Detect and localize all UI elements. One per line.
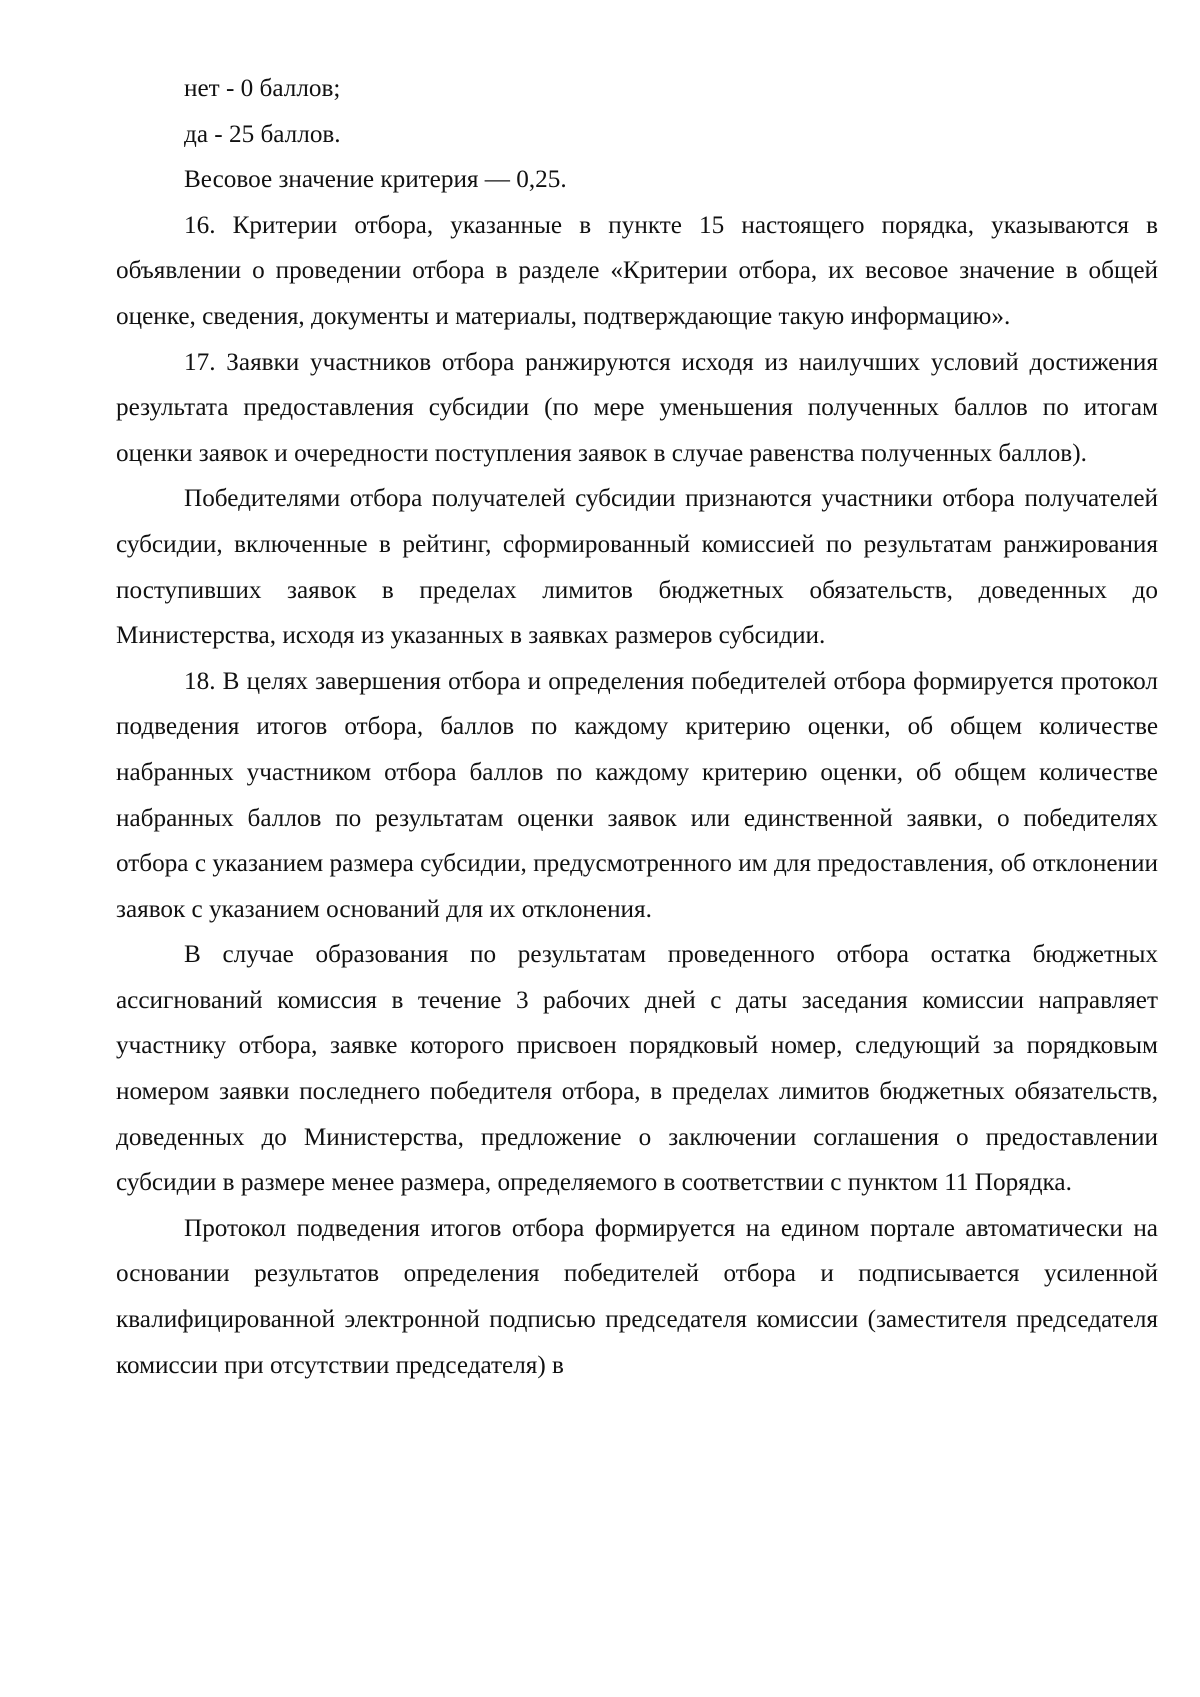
paragraph-16: 16. Критерии отбора, указанные в пункте 15 настоящего порядка, указываются в объявлении о проведении отбора в разделе «Критерии отбора, их весовое значение в общей оценке, сведения, документы и материалы, подтверждающие такую информацию». — [116, 211, 1158, 330]
paragraph-criterion-weight: Весовое значение критерия — 0,25. — [184, 166, 567, 194]
paragraph-17: 17. Заявки участников отбора ранжируются исходя из наилучших условий достижения результата предоставления субсидии (по мере уменьшения полученных баллов по итогам оценки заявок и очередности поступления заявок в случае равенства полученных баллов). — [116, 348, 1158, 467]
document-body — [116, 66, 1158, 1388]
paragraph-protocol: Протокол подведения итогов отбора формируется на едином портале автоматически на основании результатов определения победителей отбора и подписывается усиленной квалифицированной электронной подписью председателя комиссии (заместителя председателя комиссии при отсутствии председателя) в — [116, 1214, 1158, 1379]
paragraph-winners: Победителями отбора получателей субсидии признаются участники отбора получателей субсидии, включенные в рейтинг, сформированный комиссией по результатам ранжирования поступивших заявок в пределах лимитов бюджетных обязательств, доведенных до Министерства, исходя из указанных в заявках размеров субсидии. — [116, 485, 1158, 650]
paragraph-18: 18. В целях завершения отбора и определения победителей отбора формируется протокол подведения итогов отбора, баллов по каждому критерию оценки, об общем количестве набранных участником отбора баллов по каждому критерию оценки, об общем количестве набранных баллов по результатам оценки заявок или единственной заявки, о победителях отбора с указанием размера субсидии, предусмотренного им для предоставления, об отклонении заявок с указанием оснований для их отклонения. — [116, 667, 1158, 923]
paragraph-score-no: нет - 0 баллов; — [184, 75, 341, 102]
paragraph-remaining-budget: В случае образования по результатам проведенного отбора остатка бюджетных ассигнований комиссия в течение 3 рабочих дней с даты заседания комиссии направляет участнику отбора, заявке которого присвоен порядковый номер, следующий за порядковым номером заявки последнего победителя отбора, в пределах лимитов бюджетных обязательств, доведенных до Министерства, предложение о заключении соглашения о предоставлении субсидии в размере менее размера, определяемого в соответствии с пунктом 11 Порядка. — [116, 941, 1158, 1197]
paragraph-score-yes: да - 25 баллов. — [184, 120, 341, 148]
